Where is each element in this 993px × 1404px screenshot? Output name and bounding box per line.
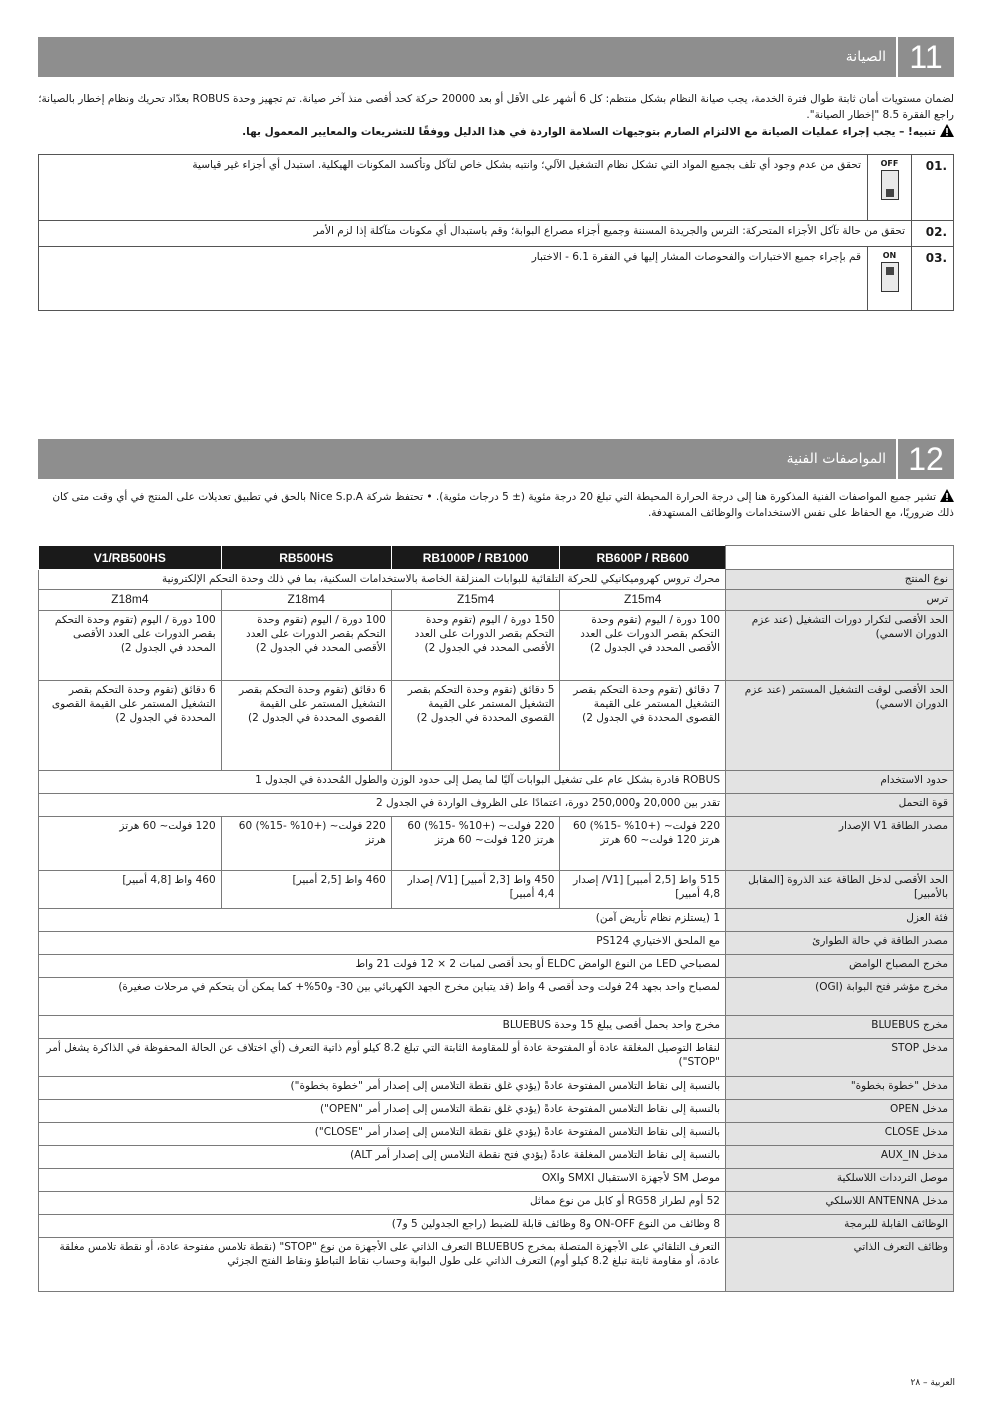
spec-intro-text: تشير جميع المواصفات الفنية المذكورة هنا إلى درجة الحرارة المحيطة التي تبلغ 20 درجة مئوية (± 5 درجات مئوية). • تحتفظ شركة Nice S.p.A بالحق في تطبيق تعديلات على المنتج في أي وقت متى كان ذلك ضروريًا، مع الحفاظ على نفس الاستخدامات والوظائف المستهدفة. [52,491,954,519]
spec-row-label: حدود الاستخدام [726,771,954,794]
maintenance-intro: لضمان مستويات أمان ثابتة طوال فترة الخدمة، يجب صيانة النظام بشكل منتظم: كل 6 أشهر على الأقل أو بعد 20000 حركة كحد أقصى منذ آخر صيانة. تم تجهيز وحدة ROBUS بعدّاد تحريك ونظام إخطار بالصيانة؛ راجع الفقرة 8.5 "إخطار الصيانة". [38,93,954,121]
spec-row-value: تقدر بين 20,000 و250,000 دورة، اعتمادًا على الظروف الواردة في الجدول 2 [39,794,726,817]
spec-row-label: ترس [726,590,954,611]
spec-cell: 100 دورة / اليوم (تقوم وحدة التحكم بقصر الدورات على العدد الأقصى المحدد في الجدول 2) [39,611,222,681]
spec-cell: 220 فولت~ (+10% -15%) 60 هرتز 120 فولت~ 60 هرتز [560,817,726,871]
spec-row [39,955,954,978]
spec-row-label: مصدر الطاقة في حالة الطوارئ [726,932,954,955]
spec-cell: Z15m4 [391,590,560,611]
spec-header-empty [726,546,954,570]
spec-row [39,681,954,771]
spec-row-label: الوظائف القابلة للبرمجة [726,1215,954,1238]
spec-row-label: الحد الأقصى لتكرار دورات التشغيل (عند عزم الدوران الاسمي) [726,611,954,681]
spec-row-label: مدخل AUX_IN [726,1146,954,1169]
warning-icon [940,489,954,502]
switch-cell [868,155,912,221]
spec-row-label: قوة التحمل [726,794,954,817]
spec-row-value: لنقاط التوصيل المغلقة عادة أو المفتوحة عادة أو للمقاومة الثابتة التي تبلغ 8.2 كيلو أوم ذاتية التعرف (أي اختلاف عن الحالة المحفوظة في الذاكرة يشغل أمر "STOP") [39,1039,726,1077]
spec-row-label: نوع المنتج [726,570,954,590]
spec-row-label: موصل الترددات اللاسلكية [726,1169,954,1192]
spec-row [39,1123,954,1146]
section-title: الصيانة [845,49,886,65]
switch-cell [868,247,912,311]
spec-cell: 5 دقائق (تقوم وحدة التحكم بقصر التشغيل المستمر على القيمة القصوى المحددة في الجدول 2) [391,681,560,771]
spec-row-label: مصدر الطاقة V1 الإصدار [726,817,954,871]
spec-row-value: 52 أوم لطراز RG58 أو كابل من نوع مماثل [39,1192,726,1215]
spec-intro [38,489,954,521]
spec-cell: 7 دقائق (تقوم وحدة التحكم بقصر التشغيل المستمر على القيمة القصوى المحددة في الجدول 2) [560,681,726,771]
spec-cell: Z18m4 [221,590,391,611]
spec-cell: Z18m4 [39,590,222,611]
spec-row-value: 1 (يستلزم نظام تأريض آمن) [39,909,726,932]
spec-row-value: التعرف التلقائي على الأجهزة المتصلة بمخرج BLUEBUS التعرف الذاتي على الأجهزة من نوع "STOP" (نقطة تلامس مفتوحة عادة، أو نقطة تلامس مغلقة عادة، أو مقاومة ثابتة تبلغ 8.2 كيلو أوم) التعرف الذاتي على طول البوابة وحساب نقاط التباطؤ ونقاط الفتح الجزئي [39,1238,726,1292]
spec-row [39,909,954,932]
switch-on-icon [881,262,899,292]
spec-row-value: مخرج واحد بحمل أقصى يبلغ 15 وحدة BLUEBUS [39,1016,726,1039]
page-footer: العربية – ٢٨ [910,1378,955,1388]
spec-cell: 460 واط [2,5 أمبير] [221,871,391,909]
spec-row-value: 8 وظائف من النوع ON-OFF و8 وظائف قابلة للضبط (راجع الجدولين 5 و7) [39,1215,726,1238]
spec-row-value: بالنسبة إلى نقاط التلامس المفتوحة عادةً (يؤدي غلق نقطة التلامس إلى إصدار أمر "CLOSE") [39,1123,726,1146]
spec-row-value: بالنسبة إلى نقاط التلامس المفتوحة عادةً (يؤدي غلق نقطة التلامس إلى إصدار أمر "OPEN") [39,1100,726,1123]
spec-cell: 450 واط [2,3 أمبير] [V1/ إصدار 4,4 أمبير] [391,871,560,909]
spec-row-label: مدخل ANTENNA اللاسلكي [726,1192,954,1215]
spec-row [39,611,954,681]
spec-row-value: لمصباح واحد بجهد 24 فولت وحد أقصى 4 واط (قد يتباين مخرج الجهد الكهربائي بين 30- و50%+ كما يمكن أن يتحكم في مرحلات صغيرة) [39,978,726,1016]
step-number: .03 [912,247,954,311]
spec-cell: Z15m4 [560,590,726,611]
step-text: تحقق من عدم وجود أي تلف بجميع المواد التي تشكل نظام التشغيل الآلي؛ وانتبه بشكل خاص لتآكل وتأكسد المكونات الهيكلية. استبدل أي أجزاء غير قياسية [39,155,868,221]
spec-row-value: محرك تروس كهروميكانيكي للحركة التلقائية للبوابات المنزلقة الخاصة بالاستخدامات السكنية، بما في ذلك وحدة التحكم الإلكترونية [39,570,726,590]
switch-off-icon [881,170,899,200]
spec-cell: 6 دقائق (تقوم وحدة التحكم بقصر التشغيل المستمر على القيمة القصوى المحددة في الجدول 2) [221,681,391,771]
spec-row [39,794,954,817]
switch-label: ON [882,251,897,260]
spec-row-value: ROBUS قادرة بشكل عام على تشغيل البوابات آليًا لما يصل إلى حدود الوزن والطول المُحددة في الجدول 1 [39,771,726,794]
spec-row [39,978,954,1016]
spec-row-value: بالنسبة إلى نقاط التلامس المفتوحة عادةً (يؤدي غلق نقطة التلامس إلى إصدار أمر "خطوة بخطوة") [39,1077,726,1100]
spec-cell: 100 دورة / اليوم (تقوم وحدة التحكم بقصر الدورات على العدد الأقصى المحدد في الجدول 2) [221,611,391,681]
spec-row-value: مع الملحق الاختياري PS124 [39,932,726,955]
spec-header-row [39,546,954,570]
spec-row [39,1039,954,1077]
spec-row-label: مدخل CLOSE [726,1123,954,1146]
spec-row-label: مخرج المصباح الوامض [726,955,954,978]
spec-row [39,817,954,871]
spec-row [39,771,954,794]
spec-row [39,1016,954,1039]
spec-cell: 120 فولت~ 60 هرتز [39,817,222,871]
spec-row-label: مدخل "خطوة بخطوة" [726,1077,954,1100]
spec-row [39,1100,954,1123]
spec-row [39,1146,954,1169]
spec-row-label: مخرج مؤشر فتح البوابة (OGI) [726,978,954,1016]
step-number: .01 [912,155,954,221]
spec-cell: 100 دورة / اليوم (تقوم وحدة التحكم بقصر الدورات على العدد الأقصى المحدد في الجدول 2) [560,611,726,681]
spec-row-label: فئة العزل [726,909,954,932]
warning-icon [940,124,954,137]
spec-row [39,1238,954,1292]
spec-row [39,590,954,611]
spec-row-label: مدخل OPEN [726,1100,954,1123]
spec-row-value: بالنسبة إلى نقاط التلامس المغلقة عادةً (يؤدي فتح نقطة التلامس إلى إصدار أمر ALT) [39,1146,726,1169]
spec-cell: 515 واط [2,5 أمبير] [V1/ إصدار 4,8 أمبير] [560,871,726,909]
table-row [39,221,954,247]
switch-label: OFF [880,159,899,168]
section-title: المواصفات الفنية [786,451,886,467]
spec-row [39,1192,954,1215]
spec-row [39,1215,954,1238]
table-row [39,155,954,221]
spec-column-header: V1/RB500HS [39,546,222,570]
spec-row [39,1077,954,1100]
spec-cell: 220 فولت~ (+10% -15%) 60 هرتز [221,817,391,871]
table-row [39,247,954,311]
spec-row-label: مدخل STOP [726,1039,954,1077]
spec-row [39,932,954,955]
spec-row [39,871,954,909]
maintenance-steps-table [38,154,954,311]
section-11-header [38,37,954,77]
section-12-header [38,439,954,479]
spec-column-header: RB500HS [221,546,391,570]
spec-cell: 6 دقائق (تقوم وحدة التحكم بقصر التشغيل المستمر على القيمة القصوى المحددة في الجدول 2) [39,681,222,771]
spec-cell: 150 دورة / اليوم (تقوم وحدة التحكم بقصر الدورات على العدد الأقصى المحدد في الجدول 2) [391,611,560,681]
step-number: .02 [912,221,954,247]
spec-column-header: RB1000P / RB1000 [391,546,560,570]
spec-column-header: RB600P / RB600 [560,546,726,570]
section-number: 12 [896,439,954,479]
step-text: تحقق من حالة تآكل الأجزاء المتحركة: الترس والجريدة المسننة وجميع أجزاء مصراع البوابة؛ وقم باستبدال أي مكونات متآكلة إذا لزم الأمر [39,221,912,247]
spec-cell: 220 فولت~ (+10% -15%) 60 هرتز 120 فولت~ 60 هرتز [391,817,560,871]
spec-row-label: الحد الأقصى لوقت التشغيل المستمر (عند عزم الدوران الاسمي) [726,681,954,771]
spec-cell: 460 واط [4,8 أمبير] [39,871,222,909]
spec-row-label: مخرج BLUEBUS [726,1016,954,1039]
spec-row [39,1169,954,1192]
spec-row-label: الحد الأقصى لدخل الطاقة عند الذروة [المقابل بالأمبير] [726,871,954,909]
spec-row-value: لمصباحي LED من النوع الوامض ELDC أو بحد أقصى لمبات 2 × 12 فولت 21 واط [39,955,726,978]
spec-row-label: وظائف التعرف الذاتي [726,1238,954,1292]
step-text: قم بإجراء جميع الاختبارات والفحوصات المشار إليها في الفقرة 6.1 - الاختبار [39,247,868,311]
section-number: 11 [896,37,954,77]
spec-table [38,545,954,1292]
maintenance-warning [38,124,954,140]
warning-text: تنبيه! – يجب إجراء عمليات الصيانة مع الالتزام الصارم بتوجيهات السلامة الواردة في هذا الدليل ووفقًا للتشريعات والمعايير المعمول بها. [242,126,936,138]
spec-row [39,570,954,590]
spec-row-value: موصل SM لأجهزة الاستقبال SMXI وOXI [39,1169,726,1192]
